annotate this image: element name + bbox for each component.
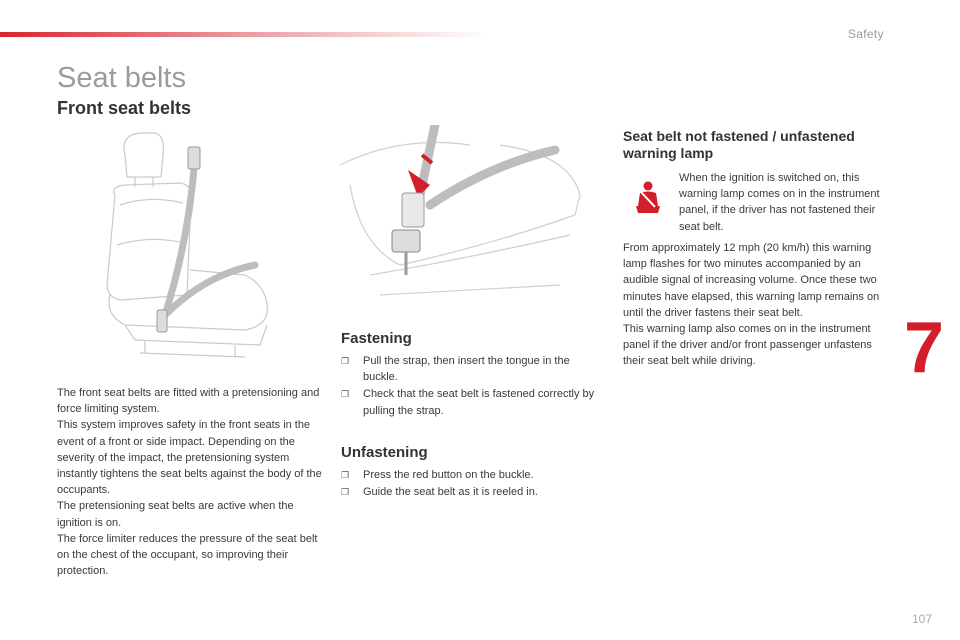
warning-description <box>623 240 888 370</box>
unfastening-steps <box>341 467 603 501</box>
fastening-heading: Fastening <box>341 330 412 347</box>
section-label: Safety <box>848 27 884 41</box>
checkbox-icon: ❐ <box>341 389 350 400</box>
list-item: ❐ Guide the seat belt as it is reeled in. <box>341 484 603 500</box>
seat-belt-illustration <box>95 125 280 365</box>
warning-paragraph: This warning lamp also comes on in the instrument panel if the driver and/or front passenger unfastens their seat belt while driving. <box>623 323 872 368</box>
warning-lamp-text: When the ignition is switched on, this warning lamp comes on in the instrument panel, if the driver has not fastened their seat belt. <box>679 172 880 233</box>
page-subtitle: Front seat belts <box>57 98 192 118</box>
intro-paragraph: The pretensioning seat belts are active when the ignition is on. <box>57 500 294 529</box>
warning-paragraph: From approximately 12 mph (20 km/h) this warning lamp flashes for two minutes accompanied by an audible signal of increasing volume. Once these two minutes have elapsed, this warning lamp remains on until the driver fastens their seat belt. <box>623 242 880 319</box>
warning-heading: Seat belt not fastened / unfastened warning lamp <box>623 128 855 161</box>
list-item: ❐ Press the red button on the buckle. <box>341 467 603 483</box>
intro-text <box>57 385 322 579</box>
unfastening-heading: Unfastening <box>341 444 428 461</box>
intro-paragraph: The front seat belts are fitted with a pretensioning and force limiting system. <box>57 387 320 416</box>
checkbox-icon: ❐ <box>341 356 350 366</box>
header-accent-bar <box>0 32 490 37</box>
buckle-illustration <box>340 125 585 305</box>
checkbox-icon: ❐ <box>341 487 350 498</box>
checkbox-icon: ❐ <box>341 470 350 480</box>
fastening-steps <box>341 353 603 420</box>
page-title: Seat belts <box>57 62 186 94</box>
intro-paragraph: This system improves safety in the front seats in the event of a front or side impact. Depending on the severity of the impact, the pretensioning system instantly tightens the seat belts against the body of the occupants. <box>57 419 322 497</box>
chapter-number: 7 <box>904 308 945 388</box>
page-number: 107 <box>912 612 933 626</box>
intro-paragraph: The force limiter reduces the pressure of the seat belt on the chest of the occupant, so improving their protection. <box>57 532 318 578</box>
list-item: ❐ Pull the strap, then insert the tongue in the buckle. <box>341 355 570 384</box>
seatbelt-warning-icon <box>630 180 666 216</box>
list-item: ❐ Check that the seat belt is fastened correctly by pulling the strap. <box>341 388 595 417</box>
